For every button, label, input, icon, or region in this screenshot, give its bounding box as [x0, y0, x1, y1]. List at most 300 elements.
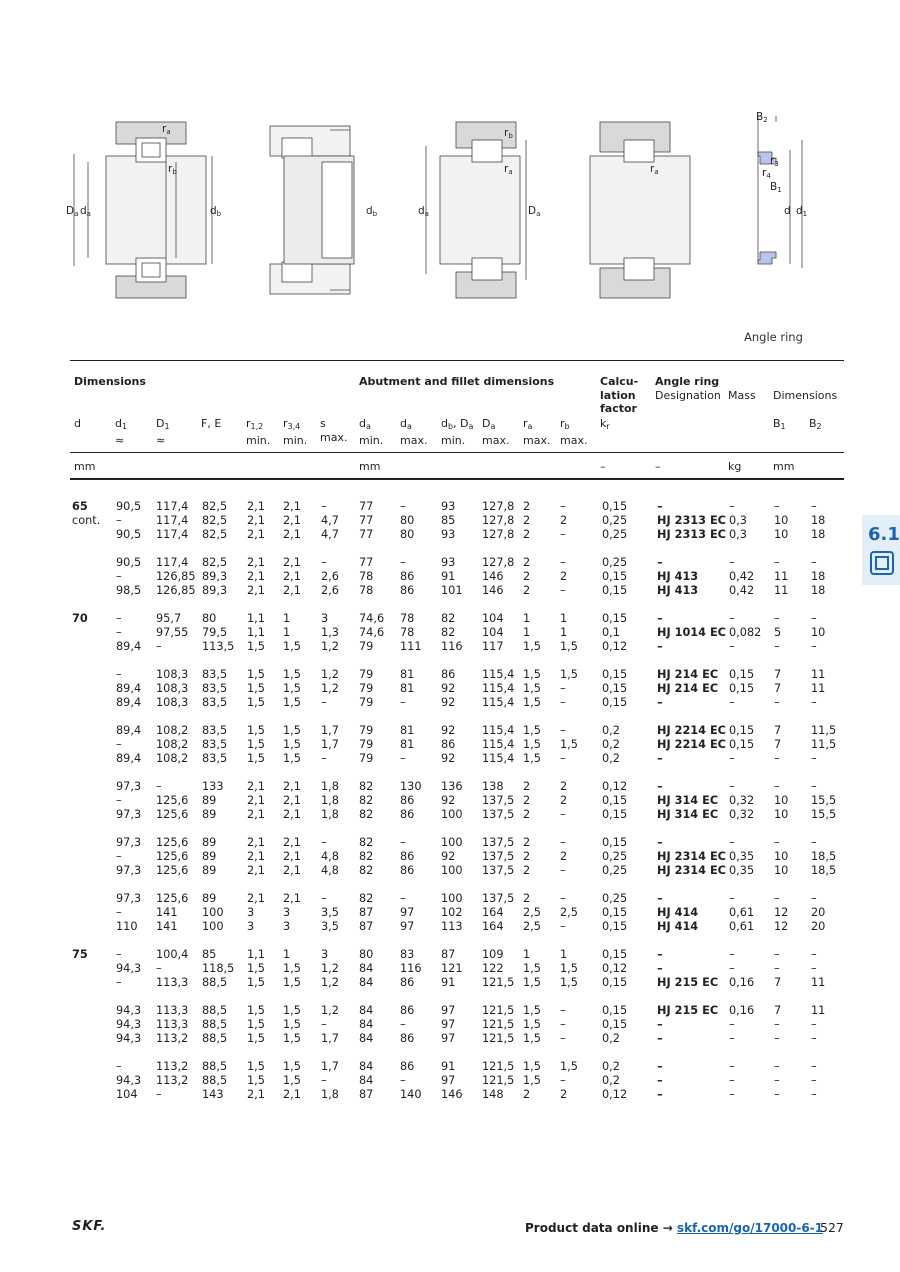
table-cell: 1,1 — [247, 948, 265, 961]
table-cell: 1,2 — [321, 1004, 339, 1017]
table-row — [72, 1088, 841, 1102]
table-cell: 83,5 — [202, 724, 228, 737]
table-cell: – — [729, 836, 735, 849]
table-cell — [72, 640, 116, 654]
table-cell: 1 — [283, 612, 291, 625]
table-cell: 115,4 — [482, 738, 515, 751]
table-cell: 11 — [811, 1004, 826, 1017]
hdr-D1: $D_1$ ≈ — [156, 417, 170, 447]
table-cell: 1,5 — [523, 696, 541, 709]
table-cell: 111 — [400, 640, 422, 653]
table-cell: 0,25 — [602, 864, 628, 877]
table-cell: 0,35 — [729, 850, 755, 863]
table-cell: 1,5 — [283, 640, 301, 653]
table-cell: – — [729, 612, 735, 625]
table-cell: 79 — [359, 668, 374, 681]
table-cell: 125,6 — [156, 850, 189, 863]
table-cell: – — [560, 892, 566, 905]
table-cell: – — [321, 696, 327, 709]
table-cell: 117 — [482, 640, 504, 653]
table-cell: 84 — [359, 1060, 374, 1073]
table-cell: – — [156, 962, 162, 975]
table-cell: 100 — [202, 920, 224, 933]
table-cell: 89,3 — [202, 584, 228, 597]
hdr-mass: Mass — [728, 389, 756, 402]
cylindrical-bearing-icon — [869, 550, 895, 576]
table-cell: HJ 214 EC — [657, 682, 719, 695]
skf-logo: SKF. — [72, 1219, 107, 1234]
table-cell: 2 — [523, 864, 531, 877]
table-cell: 75 — [72, 948, 88, 961]
table-cell: 3 — [247, 906, 255, 919]
table-cell: 1,5 — [560, 962, 578, 975]
table-cell: – — [116, 668, 122, 681]
table-cell: 0,15 — [602, 682, 628, 695]
table-cell: 77 — [359, 528, 374, 541]
table-cell: 1,5 — [283, 976, 301, 989]
table-row — [72, 514, 841, 528]
table-cell: 11 — [811, 682, 826, 695]
table-cell: 0,15 — [602, 1004, 628, 1017]
table-cell: – — [729, 752, 735, 765]
table-cell: HJ 2314 EC — [657, 850, 726, 863]
bearing-data-table — [72, 500, 841, 1102]
table-cell: – — [321, 892, 327, 905]
table-cell: 110 — [116, 920, 138, 933]
table-cell: 80 — [400, 528, 415, 541]
table-cell — [72, 584, 116, 598]
table-cell: 2,1 — [283, 514, 301, 527]
table-cell: HJ 214 EC — [657, 668, 719, 681]
table-cell: 0,15 — [729, 682, 755, 695]
table-cell: HJ 413 — [657, 570, 699, 583]
table-cell: 2,1 — [247, 570, 265, 583]
table-cell: – — [560, 808, 566, 821]
table-cell: 1,3 — [321, 626, 339, 639]
table-cell: HJ 414 — [657, 920, 699, 933]
table-cell: – — [774, 948, 780, 961]
unit-mm-2: mm — [359, 460, 381, 473]
table-cell: 3,5 — [321, 906, 339, 919]
table-cell: 113,3 — [156, 1018, 189, 1031]
table-cell: 86 — [400, 864, 415, 877]
table-cell: 2 — [560, 570, 568, 583]
table-cell: 10 — [774, 514, 789, 527]
table-cell: 108,3 — [156, 668, 189, 681]
table-cell: – — [657, 696, 663, 709]
table-cell: 10 — [774, 808, 789, 821]
table-row — [72, 920, 841, 934]
table-cell: – — [116, 948, 122, 961]
table-cell: – — [560, 724, 566, 737]
table-row — [72, 1018, 841, 1032]
table-cell: 7 — [774, 1004, 782, 1017]
table-cell: – — [560, 1032, 566, 1045]
table-cell — [72, 1018, 116, 1032]
hdr-da-min: $d_a$ min. — [359, 417, 384, 447]
table-cell: 82 — [441, 612, 456, 625]
table-cell: 2 — [523, 850, 531, 863]
table-cell: 2,1 — [247, 836, 265, 849]
table-cell: 141 — [156, 906, 178, 919]
table-cell: 78 — [359, 584, 374, 597]
table-cell: 115,4 — [482, 696, 515, 709]
table-cell: 1,5 — [247, 962, 265, 975]
table-cell: 97 — [400, 920, 415, 933]
table-cell: – — [729, 640, 735, 653]
table-cell: 2,5 — [560, 906, 578, 919]
table-cell: HJ 215 EC — [657, 1004, 719, 1017]
footer-link[interactable]: skf.com/go/17000-6-1 — [676, 1221, 824, 1235]
table-cell: 2 — [523, 570, 531, 583]
table-row — [72, 794, 841, 808]
table-row — [72, 668, 841, 682]
table-cell: 137,5 — [482, 850, 515, 863]
table-row — [72, 976, 841, 990]
table-cell: 1,5 — [523, 682, 541, 695]
table-cell: 89,4 — [116, 724, 142, 737]
table-cell: – — [811, 1088, 817, 1101]
table-cell: 1,5 — [523, 976, 541, 989]
table-cell: 87 — [359, 920, 374, 933]
table-cell: 1 — [283, 626, 291, 639]
table-cell: 0,15 — [602, 584, 628, 597]
table-cell: 91 — [441, 976, 456, 989]
table-cell: 84 — [359, 976, 374, 989]
table-cell: 1,2 — [321, 962, 339, 975]
table-cell: 4,7 — [321, 528, 339, 541]
table-cell: 0,25 — [602, 556, 628, 569]
table-cell: – — [321, 500, 327, 513]
table-cell: 92 — [441, 682, 456, 695]
table-cell: – — [729, 1074, 735, 1087]
table-cell: 90,5 — [116, 528, 142, 541]
table-cell: 0,2 — [602, 738, 620, 751]
table-cell: 82 — [441, 626, 456, 639]
table-cell — [72, 724, 116, 738]
table-cell: – — [811, 612, 817, 625]
table-cell: 1,2 — [321, 668, 339, 681]
table-cell: 0,61 — [729, 906, 755, 919]
table-cell: 0,15 — [729, 668, 755, 681]
table-row — [72, 1032, 841, 1046]
hdr-d1: $d_1$ ≈ — [115, 417, 128, 447]
hdr-s: s max. — [320, 417, 348, 444]
table-cell: 89 — [202, 850, 217, 863]
table-cell: 1,5 — [247, 640, 265, 653]
table-cell: 146 — [482, 584, 504, 597]
table-cell: 0,15 — [602, 696, 628, 709]
table-cell: 113,2 — [156, 1074, 189, 1087]
table-cell: 113,2 — [156, 1032, 189, 1045]
table-cell: – — [774, 780, 780, 793]
table-cell: 81 — [400, 724, 415, 737]
table-cell: 79,5 — [202, 626, 228, 639]
table-cell: 84 — [359, 1004, 374, 1017]
table-cell: 1,5 — [247, 752, 265, 765]
table-cell: 0,15 — [729, 724, 755, 737]
table-cell: 78 — [359, 570, 374, 583]
table-cell: 7 — [774, 682, 782, 695]
table-cell: 82 — [359, 864, 374, 877]
table-cell: 0,2 — [602, 1032, 620, 1045]
table-row — [72, 1074, 841, 1088]
table-row — [72, 612, 841, 626]
table-cell: 12 — [774, 920, 789, 933]
unit-dash-1: – — [600, 460, 606, 473]
table-cell: 93 — [441, 528, 456, 541]
hdr-FE: F, E — [201, 417, 222, 430]
table-cell: 121,5 — [482, 1004, 515, 1017]
table-cell: 0,15 — [602, 976, 628, 989]
table-cell: 1,5 — [523, 1032, 541, 1045]
figure-3-drawing — [426, 122, 526, 298]
table-cell: 2 — [523, 556, 531, 569]
table-cell: 80 — [400, 514, 415, 527]
table-cell: 88,5 — [202, 1018, 228, 1031]
table-cell: 11 — [774, 570, 789, 583]
table-cell: – — [321, 836, 327, 849]
table-cell: 2,1 — [283, 780, 301, 793]
table-cell: 164 — [482, 906, 504, 919]
table-cell: 11,5 — [811, 738, 837, 751]
table-cell: 84 — [359, 1032, 374, 1045]
table-cell: 100 — [441, 864, 463, 877]
table-cell: – — [116, 976, 122, 989]
table-cell: 83,5 — [202, 682, 228, 695]
table-cell: 2,1 — [283, 836, 301, 849]
section-number: 6.1 — [868, 524, 900, 545]
table-cell: 87 — [441, 948, 456, 961]
table-cell: 104 — [482, 626, 504, 639]
table-cell: 82,5 — [202, 514, 228, 527]
table-cell: – — [729, 1032, 735, 1045]
table-cell: 137,5 — [482, 808, 515, 821]
table-cell: – — [116, 738, 122, 751]
table-cell: 1,2 — [321, 976, 339, 989]
group-spacer — [72, 710, 841, 724]
unit-dash-2: – — [655, 460, 661, 473]
table-cell: 86 — [400, 794, 415, 807]
table-cell: 85 — [441, 514, 456, 527]
table-cell: 1,5 — [283, 1060, 301, 1073]
figure-2-drawing — [270, 126, 354, 294]
table-cell: 115,4 — [482, 752, 515, 765]
table-cell: – — [657, 836, 663, 849]
table-row — [72, 556, 841, 570]
table-cell: 94,3 — [116, 1004, 142, 1017]
table-cell: – — [657, 500, 663, 513]
hdr-Da-max: $D_a$ max. — [482, 417, 510, 447]
table-cell: 1,7 — [321, 724, 339, 737]
table-cell — [72, 808, 116, 822]
table-cell: 117,4 — [156, 500, 189, 513]
table-row — [72, 738, 841, 752]
table-cell: 140 — [400, 1088, 422, 1101]
table-cell: 121 — [441, 962, 463, 975]
table-cell: – — [560, 682, 566, 695]
table-cell: 133 — [202, 780, 224, 793]
table-row — [72, 892, 841, 906]
table-cell: – — [400, 500, 406, 513]
table-cell: 2 — [523, 528, 531, 541]
table-cell: 79 — [359, 724, 374, 737]
table-cell: 3 — [283, 920, 291, 933]
table-row — [72, 626, 841, 640]
table-cell: 0,12 — [602, 780, 628, 793]
table-cell: 1,5 — [523, 962, 541, 975]
table-cell: 15,5 — [811, 808, 837, 821]
table-cell: 0,25 — [602, 892, 628, 905]
table-cell: 2,1 — [247, 864, 265, 877]
table-cell: 97 — [441, 1018, 456, 1031]
table-cell: – — [560, 584, 566, 597]
table-cell: 115,4 — [482, 668, 515, 681]
table-cell: – — [811, 500, 817, 513]
table-cell: 2 — [523, 1088, 531, 1101]
table-cell: 1,7 — [321, 1032, 339, 1045]
hdr-r12: $r_{1,2}$ min. — [246, 417, 271, 447]
table-cell: 1,5 — [523, 640, 541, 653]
table-cell: 2,5 — [523, 920, 541, 933]
table-cell: 88,5 — [202, 1060, 228, 1073]
table-cell: 122 — [482, 962, 504, 975]
table-cell: 0,16 — [729, 1004, 755, 1017]
table-cell: 0,15 — [602, 836, 628, 849]
table-cell: 86 — [400, 808, 415, 821]
table-cell: 108,2 — [156, 724, 189, 737]
table-cell: 89,4 — [116, 682, 142, 695]
table-cell: – — [657, 780, 663, 793]
table-row — [72, 682, 841, 696]
table-cell: 1,1 — [247, 612, 265, 625]
table-cell: – — [811, 1074, 817, 1087]
table-cell: 2,1 — [283, 808, 301, 821]
table-cell: 94,3 — [116, 962, 142, 975]
table-cell: 100,4 — [156, 948, 189, 961]
table-cell: 18 — [811, 528, 826, 541]
table-row — [72, 1060, 841, 1074]
table-cell: 2,1 — [283, 850, 301, 863]
table-cell: 2 — [523, 892, 531, 905]
table-cell: 89 — [202, 864, 217, 877]
table-cell: 1,5 — [523, 1018, 541, 1031]
table-cell: 1,5 — [247, 696, 265, 709]
table-cell: 138 — [482, 780, 504, 793]
table-cell: 2,1 — [247, 1088, 265, 1101]
table-cell: 126,85 — [156, 584, 196, 597]
table-cell: 2 — [560, 794, 568, 807]
table-cell: 0,082 — [729, 626, 762, 639]
table-cell — [72, 570, 116, 584]
table-cell: 100 — [441, 892, 463, 905]
table-cell: 1 — [560, 612, 568, 625]
table-row — [72, 962, 841, 976]
table-cell: – — [560, 1074, 566, 1087]
table-cell: 125,6 — [156, 808, 189, 821]
table-cell: 89,4 — [116, 696, 142, 709]
table-cell: 84 — [359, 1018, 374, 1031]
table-cell: 77 — [359, 514, 374, 527]
group-spacer — [72, 878, 841, 892]
table-cell: – — [156, 1088, 162, 1101]
table-cell: – — [729, 892, 735, 905]
table-cell: – — [657, 962, 663, 975]
table-cell: 1,5 — [523, 1074, 541, 1087]
table-row — [72, 724, 841, 738]
table-cell: 1,8 — [321, 780, 339, 793]
table-cell — [72, 528, 116, 542]
table-cell: 125,6 — [156, 864, 189, 877]
label-Da-1: Da — [66, 205, 79, 218]
label-ra-4: ra — [650, 163, 659, 176]
group-spacer — [72, 1046, 841, 1060]
table-cell: 94,3 — [116, 1074, 142, 1087]
table-cell: – — [811, 556, 817, 569]
table-cell: 141 — [156, 920, 178, 933]
table-cell: 0,15 — [602, 612, 628, 625]
table-cell: – — [400, 556, 406, 569]
table-cell — [72, 864, 116, 878]
table-cell: – — [400, 752, 406, 765]
table-cell: – — [811, 780, 817, 793]
table-cell: 82 — [359, 850, 374, 863]
table-cell: 97 — [441, 1032, 456, 1045]
table-cell: – — [729, 1088, 735, 1101]
table-cell: – — [560, 696, 566, 709]
table-row — [72, 808, 841, 822]
table-cell: 88,5 — [202, 1032, 228, 1045]
table-cell: 104 — [116, 1088, 138, 1101]
label-da-1: da — [80, 205, 91, 218]
table-cell: 2 — [523, 780, 531, 793]
table-cell: 1 — [283, 948, 291, 961]
figure-4-drawing — [590, 122, 690, 298]
table-cell: 0,32 — [729, 808, 755, 821]
table-cell: 79 — [359, 738, 374, 751]
table-cell: 1,5 — [283, 1032, 301, 1045]
table-cell: 89 — [202, 808, 217, 821]
bearing-drawings — [66, 100, 850, 350]
table-cell: – — [657, 892, 663, 905]
table-cell: 113,2 — [156, 1060, 189, 1073]
table-cell: – — [156, 780, 162, 793]
hdr-abutment: Abutment and fillet dimensions — [359, 375, 555, 388]
table-cell: 2 — [523, 794, 531, 807]
table-cell: 2,1 — [283, 1088, 301, 1101]
hdr-B1: $B_1$ — [773, 417, 786, 431]
table-cell: 93 — [441, 556, 456, 569]
table-cell: 87 — [359, 906, 374, 919]
table-cell: 0,2 — [602, 1060, 620, 1073]
table-cell: – — [400, 892, 406, 905]
table-cell: 1,7 — [321, 738, 339, 751]
table-cell: 0,25 — [602, 514, 628, 527]
table-cell: HJ 314 EC — [657, 808, 719, 821]
table-cell: 1,5 — [247, 976, 265, 989]
table-cell: 1,5 — [283, 696, 301, 709]
table-cell: 97 — [441, 1004, 456, 1017]
table-cell: 137,5 — [482, 836, 515, 849]
table-cell: 0,12 — [602, 962, 628, 975]
table-cell: 91 — [441, 1060, 456, 1073]
table-cell: – — [657, 1074, 663, 1087]
label-r4: r4 — [762, 167, 771, 180]
table-cell: 1,5 — [283, 1074, 301, 1087]
table-cell: 86 — [400, 976, 415, 989]
table-cell — [72, 682, 116, 696]
table-cell: – — [116, 570, 122, 583]
